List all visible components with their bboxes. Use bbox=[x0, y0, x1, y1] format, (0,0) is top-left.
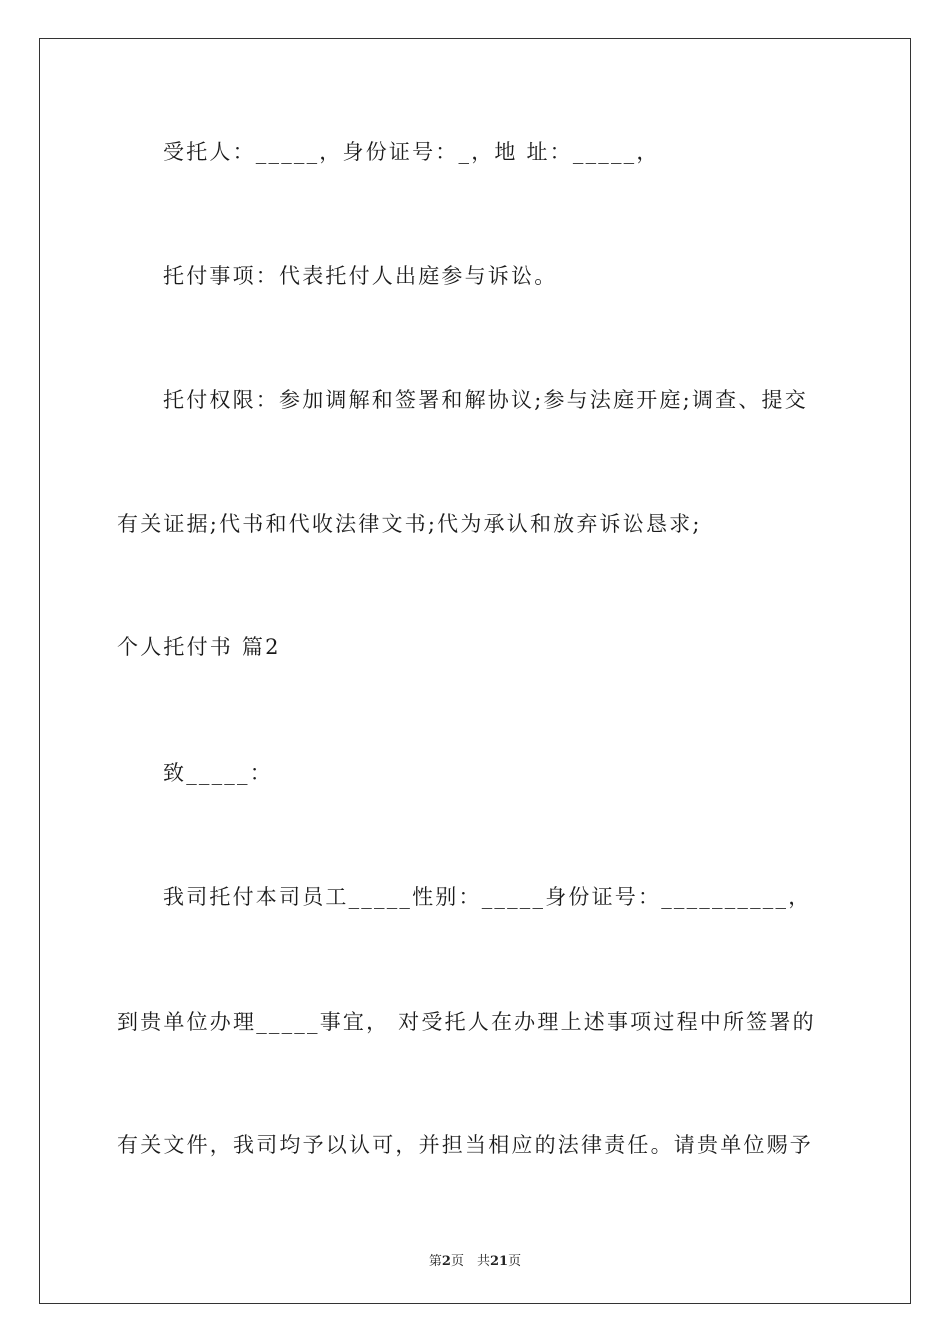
entrusted-matters-paragraph: 托付事项：代表托付人出庭参与诉讼。 bbox=[163, 264, 558, 288]
footer-prefix: 第 bbox=[428, 1254, 442, 1269]
entrust-employee-line1: 我司托付本司员工_____性别：_____身份证号：__________， bbox=[163, 885, 812, 909]
footer-current-page: 2 bbox=[441, 1254, 451, 1269]
authority-paragraph-line2: 有关证据;代书和代收法律文书;代为承认和放弃诉讼恳求; bbox=[117, 512, 702, 536]
entrust-employee-line2: 到贵单位办理_____事宜， 对受托人在办理上述事项过程中所签署的 bbox=[117, 1010, 816, 1034]
entrust-employee-line3: 有关文件，我司均予以认可，并担当相应的法律责任。请贵单位赐予 bbox=[117, 1133, 813, 1157]
page-footer bbox=[0, 1250, 950, 1269]
section-heading: 个人托付书 篇2 bbox=[117, 635, 281, 659]
salutation: 致_____： bbox=[163, 761, 273, 785]
authority-paragraph-line1: 托付权限：参加调解和签署和解协议;参与法庭开庭;调查、提交 bbox=[163, 388, 808, 412]
footer-total-pages: 21 bbox=[489, 1254, 509, 1269]
page-border bbox=[39, 38, 911, 1304]
footer-suffix: 页 bbox=[508, 1254, 522, 1269]
footer-middle: 页 共 bbox=[450, 1254, 490, 1269]
trustee-info-paragraph: 受托人：_____，身份证号：_，地 址：_____， bbox=[163, 140, 660, 164]
